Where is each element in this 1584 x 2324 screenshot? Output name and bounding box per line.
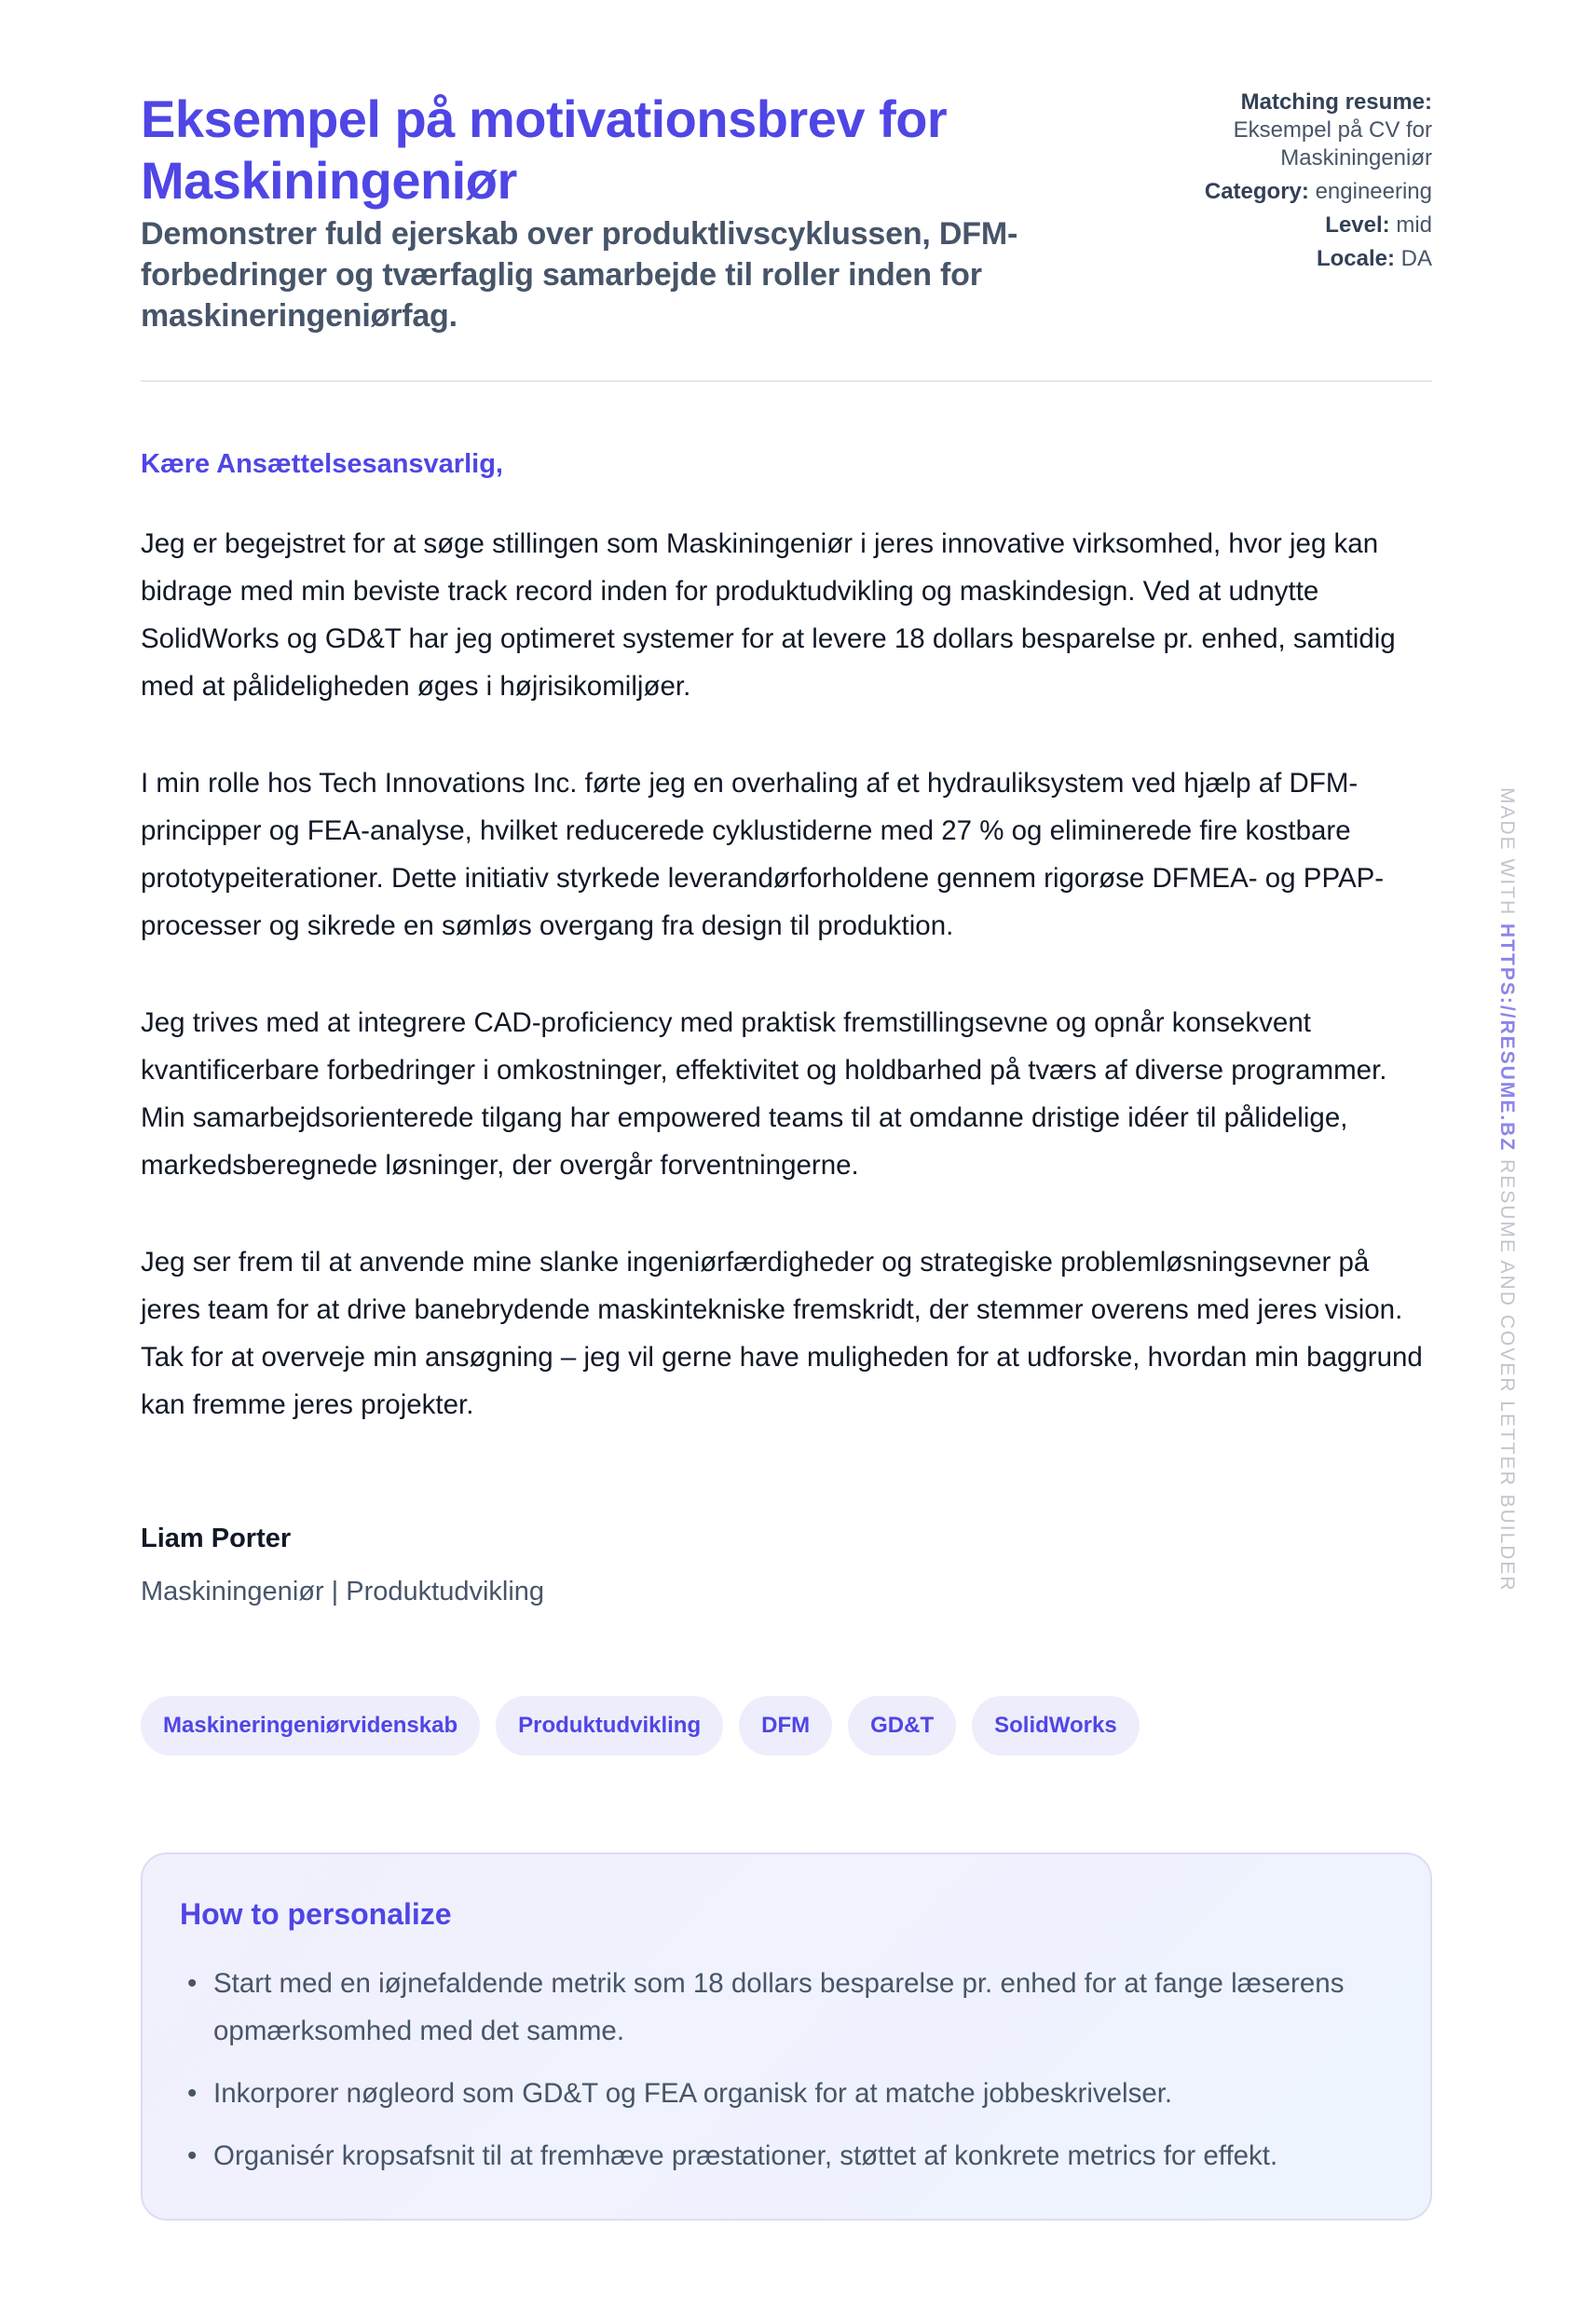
letter-paragraph: Jeg er begejstret for at søge stillingen som Maskiningeniør i jeres innovative virksomhed, hvor jeg kan bidrage med min beviste track record inden for produktudvikling og maskindesign. Ved at udnytte SolidWorks og GD&T har jeg optimeret systemer for at levere 18 dollars besparelse pr. enhed, samtidig med at pålideligheden øges i højrisikomiljøer. (141, 528, 1396, 702)
tips-heading: How to personalize (180, 1897, 452, 1931)
tag[interactable]: SolidWorks (972, 1696, 1140, 1756)
bullet-icon: • (187, 2140, 198, 2171)
letter-body (141, 520, 1432, 1478)
bullet-icon: • (187, 2078, 198, 2109)
watermark (1495, 787, 1518, 1593)
letter-greeting: Kære Ansættelsesansvarlig, (141, 449, 503, 479)
meta-category-value: engineering (1315, 179, 1432, 204)
letter-paragraph: Jeg ser frem til at anvende mine slanke ingeniørfærdigheder og strategiske problemløsningsevner på jeres team for at drive banebrydende maskintekniske fremskridt, der stemmer overens med jeres vision. Tak for at overveje min ansøgning – jeg vil gerne have muligheden for at udforske, hvordan min baggrund kan fremme jeres projekter. (141, 1247, 1423, 1420)
tip-item (180, 1960, 1393, 2055)
bullet-icon: • (187, 1968, 198, 1999)
letter-paragraph: I min rolle hos Tech Innovations Inc. førte jeg en overhaling af et hydrauliksystem ved hjælp af DFM-principper og FEA-analyse, hvilket reducerede cyklustiderne med 27 % og eliminerede fire kostbare prototypeiterationer. Dette initiativ styrkede leverandørforholdene gennem rigorøse DFMEA- og PPAP-processer og sikrede en sømløs overgang fra design til produktion. (141, 768, 1385, 941)
meta-level-value: mid (1396, 212, 1432, 238)
page-subtitle: Demonstrer fuld ejerskab over produktlivscyklussen, DFM-forbedringer og tværfaglig samarbejde til roller inden for maskineringeniørfag. (141, 216, 1018, 334)
meta-level-label: Level: (1325, 212, 1390, 238)
meta-locale-label: Locale: (1316, 246, 1395, 271)
header-divider (141, 380, 1432, 382)
meta-category-label: Category: (1204, 179, 1309, 204)
tips-list (180, 1960, 1393, 2180)
tip-text: Organisér kropsafsnit til at fremhæve præstationer, støttet af konkrete metrics for effekt. (213, 2140, 1278, 2171)
meta-level (1153, 212, 1432, 239)
watermark-prefix: MADE WITH (1496, 787, 1518, 917)
tip-item (180, 2132, 1393, 2180)
tag[interactable]: GD&T (848, 1696, 956, 1756)
page-header (141, 0, 1432, 380)
signature-name: Liam Porter (141, 1524, 292, 1553)
tag[interactable]: Produktudvikling (496, 1696, 723, 1756)
watermark-suffix: RESUME AND COVER LETTER BUILDER (1496, 1159, 1518, 1593)
cover-letter-page (141, 0, 1432, 2171)
signature-title: Maskiningeniør | Produktudvikling (141, 1577, 545, 1606)
letter-paragraph: Jeg trives med at integrere CAD-proficiency med praktisk fremstillingsevne og opnår konsekvent kvantificerbare forbedringer i omkostninger, effektivitet og holdbarhed på tværs af diverse programmer. Min samarbejdsorienterede tilgang har empowered teams til at omdanne dristige idéer til pålidelige, markedsberegnede løsninger, der overgår forventningerne. (141, 1007, 1387, 1181)
watermark-link[interactable]: HTTPS://RESUME.BZ (1496, 923, 1518, 1153)
tag-list (141, 1696, 1140, 1756)
tip-text: Start med en iøjnefaldende metrik som 18 dollars besparelse pr. enhed for at fange læserens opmærksomhed med det samme. (213, 1968, 1345, 2046)
meta-panel (1153, 89, 1432, 279)
tip-item (180, 2070, 1393, 2117)
meta-matching-resume-link[interactable]: Eksempel på CV for Maskiningeniør (1233, 117, 1432, 171)
meta-matching-resume (1153, 89, 1432, 172)
page-title: Eksempel på motivationsbrev for Maskiningeniør (141, 89, 948, 210)
personalize-tips-card (141, 1852, 1432, 2221)
meta-category (1153, 178, 1432, 206)
tag[interactable]: Maskineringeniørvidenskab (141, 1696, 480, 1756)
meta-matching-resume-label: Matching resume: (1240, 89, 1432, 115)
meta-locale-value: DA (1400, 246, 1432, 271)
tip-text: Inkorporer nøgleord som GD&T og FEA organisk for at matche jobbeskrivelser. (213, 2078, 1173, 2109)
meta-locale (1153, 245, 1432, 273)
tag[interactable]: DFM (739, 1696, 832, 1756)
